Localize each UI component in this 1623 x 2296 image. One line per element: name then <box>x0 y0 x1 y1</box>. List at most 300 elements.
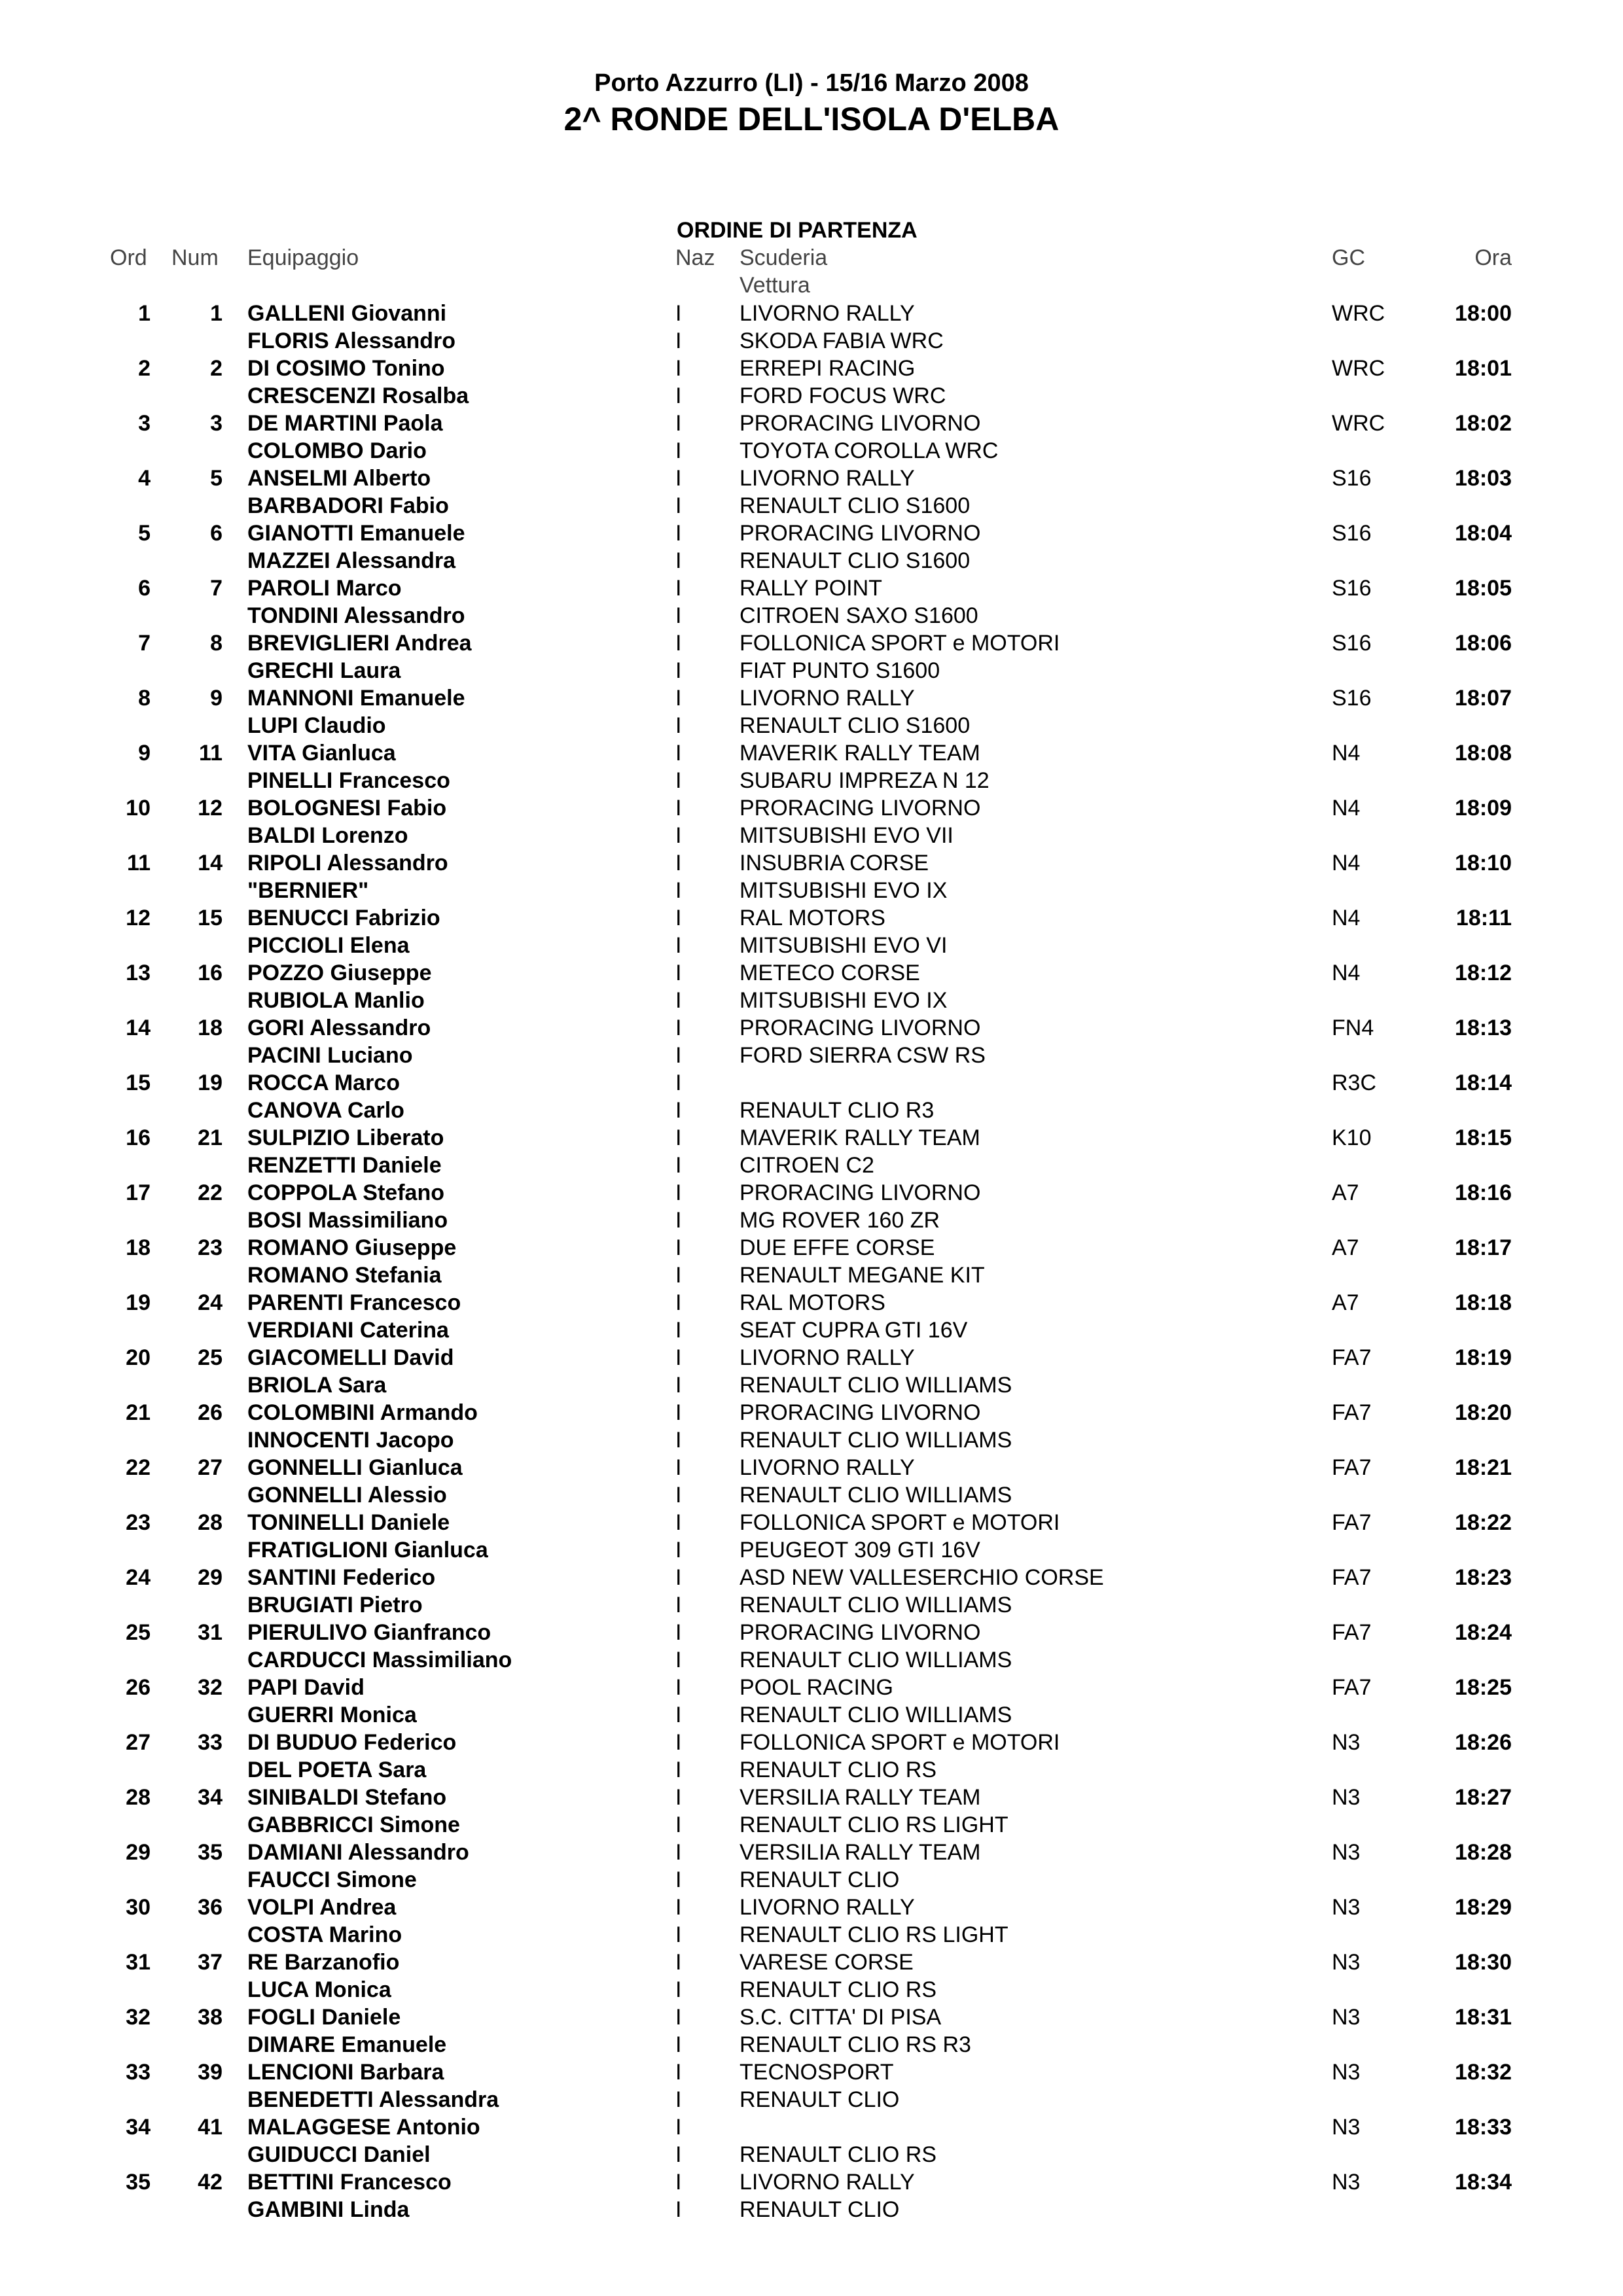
entry-num: 42 <box>198 2170 223 2195</box>
entry-nationality-codriver: I <box>675 603 682 628</box>
entry-team: DUE EFFE CORSE <box>740 1235 935 1260</box>
entry-ord: 7 <box>138 631 151 656</box>
entry-class: N4 <box>1332 796 1361 821</box>
entry-num: 27 <box>198 1455 223 1480</box>
entry-driver: VITA Gianluca <box>247 741 396 766</box>
entry-nationality-driver: I <box>675 356 682 381</box>
entry-start-time: 18:10 <box>1455 851 1512 875</box>
entry-car: RENAULT CLIO <box>740 1867 900 1892</box>
entry-start-time: 18:19 <box>1455 1345 1512 1370</box>
entry-team: TECNOSPORT <box>740 2060 894 2085</box>
entry-driver: TONINELLI Daniele <box>247 1510 450 1535</box>
entry-start-time: 18:21 <box>1455 1455 1512 1480</box>
entry-nationality-driver: I <box>675 906 682 930</box>
table-row <box>0 1509 1623 1564</box>
table-row <box>0 1234 1623 1289</box>
entry-num: 6 <box>210 521 223 546</box>
entry-nationality-codriver: I <box>675 878 682 903</box>
entry-start-time: 18:18 <box>1455 1290 1512 1315</box>
entry-start-time: 18:13 <box>1455 1016 1512 1040</box>
entry-nationality-codriver: I <box>675 438 682 463</box>
table-row <box>0 959 1623 1014</box>
entry-num: 8 <box>210 631 223 656</box>
entry-num: 34 <box>198 1785 223 1810</box>
entry-car: CITROEN SAXO S1600 <box>740 603 978 628</box>
entry-nationality-driver: I <box>675 1785 682 1810</box>
entry-team: ASD NEW VALLESERCHIO CORSE <box>740 1565 1104 1590</box>
entry-team: LIVORNO RALLY <box>740 686 915 711</box>
entry-driver: MALAGGESE Antonio <box>247 2115 480 2140</box>
table-row <box>0 1124 1623 1179</box>
entry-nationality-driver: I <box>675 686 682 711</box>
entry-car: RENAULT CLIO WILLIAMS <box>740 1593 1012 1617</box>
entry-car: RENAULT CLIO R3 <box>740 1098 935 1123</box>
entry-num: 25 <box>198 1345 223 1370</box>
entry-start-time: 18:14 <box>1455 1070 1512 1095</box>
event-subtitle: Porto Azzurro (LI) - 15/16 Marzo 2008 <box>594 69 1029 97</box>
entry-num: 21 <box>198 1125 223 1150</box>
entry-team: S.C. CITTA' DI PISA <box>740 2005 942 2030</box>
entry-team: PRORACING LIVORNO <box>740 1016 981 1040</box>
entry-ord: 25 <box>126 1620 151 1645</box>
entry-car: RENAULT CLIO WILLIAMS <box>740 1428 1012 1453</box>
entry-team: PRORACING LIVORNO <box>740 1400 981 1425</box>
entry-start-time: 18:16 <box>1455 1180 1512 1205</box>
entry-ord: 9 <box>138 741 151 766</box>
table-row <box>0 2058 1623 2113</box>
entry-driver: SANTINI Federico <box>247 1565 436 1590</box>
table-row <box>0 2113 1623 2168</box>
entry-class: FA7 <box>1332 1675 1372 1700</box>
entry-num: 22 <box>198 1180 223 1205</box>
entry-codriver: GONNELLI Alessio <box>247 1483 447 1508</box>
entry-start-time: 18:17 <box>1455 1235 1512 1260</box>
entry-class: FA7 <box>1332 1455 1372 1480</box>
entry-car: CITROEN C2 <box>740 1153 874 1178</box>
entry-team: ERREPI RACING <box>740 356 916 381</box>
entry-nationality-codriver: I <box>675 1043 682 1068</box>
entry-car: RENAULT CLIO RS LIGHT <box>740 1812 1008 1837</box>
entry-class: R3C <box>1332 1070 1377 1095</box>
table-row <box>0 2168 1623 2223</box>
entry-team: FOLLONICA SPORT e MOTORI <box>740 1730 1060 1755</box>
entry-nationality-codriver: I <box>675 328 682 353</box>
entry-nationality-codriver: I <box>675 1428 682 1453</box>
table-row <box>0 849 1623 904</box>
entry-codriver: FAUCCI Simone <box>247 1867 417 1892</box>
entry-driver: PAROLI Marco <box>247 576 402 601</box>
table-row <box>0 1399 1623 1454</box>
entry-ord: 23 <box>126 1510 151 1535</box>
entry-class: S16 <box>1332 631 1372 656</box>
entry-start-time: 18:25 <box>1455 1675 1512 1700</box>
entry-driver: PAPI David <box>247 1675 365 1700</box>
entry-nationality-driver: I <box>675 1565 682 1590</box>
entry-nationality-codriver: I <box>675 1922 682 1947</box>
column-header-gc: GC <box>1332 245 1365 270</box>
entry-class: A7 <box>1332 1235 1359 1260</box>
entry-nationality-driver: I <box>675 2115 682 2140</box>
entry-class: N3 <box>1332 2170 1361 2195</box>
entry-start-time: 18:22 <box>1455 1510 1512 1535</box>
entry-team: MAVERIK RALLY TEAM <box>740 741 980 766</box>
entry-num: 38 <box>198 2005 223 2030</box>
entry-class: K10 <box>1332 1125 1372 1150</box>
entry-class: N4 <box>1332 851 1361 875</box>
entry-codriver: DIMARE Emanuele <box>247 2032 447 2057</box>
table-row <box>0 574 1623 629</box>
entry-ord: 15 <box>126 1070 151 1095</box>
entry-codriver: GAMBINI Linda <box>247 2197 410 2222</box>
entry-ord: 33 <box>126 2060 151 2085</box>
entry-class: S16 <box>1332 466 1372 491</box>
entry-ord: 18 <box>126 1235 151 1260</box>
entry-codriver: VERDIANI Caterina <box>247 1318 449 1343</box>
entry-nationality-codriver: I <box>675 493 682 518</box>
entry-codriver: BRUGIATI Pietro <box>247 1593 423 1617</box>
entry-start-time: 18:20 <box>1455 1400 1512 1425</box>
entry-num: 33 <box>198 1730 223 1755</box>
entry-nationality-driver: I <box>675 576 682 601</box>
entry-class: N3 <box>1332 2115 1361 2140</box>
entry-class: N3 <box>1332 1840 1361 1865</box>
entry-codriver: RENZETTI Daniele <box>247 1153 442 1178</box>
entry-num: 7 <box>210 576 223 601</box>
entry-start-time: 18:23 <box>1455 1565 1512 1590</box>
entry-driver: RIPOLI Alessandro <box>247 851 448 875</box>
entry-start-time: 18:28 <box>1455 1840 1512 1865</box>
entry-nationality-codriver: I <box>675 2087 682 2112</box>
entry-start-time: 18:26 <box>1455 1730 1512 1755</box>
entry-nationality-driver: I <box>675 1895 682 1920</box>
entry-team: LIVORNO RALLY <box>740 1345 915 1370</box>
table-row <box>0 1344 1623 1399</box>
entry-team: INSUBRIA CORSE <box>740 851 929 875</box>
entry-car: RENAULT CLIO RS <box>740 1757 937 1782</box>
entry-start-time: 18:29 <box>1455 1895 1512 1920</box>
entry-car: RENAULT CLIO S1600 <box>740 713 971 738</box>
entry-nationality-driver: I <box>675 301 682 326</box>
entry-car: RENAULT CLIO RS <box>740 2142 937 2167</box>
entry-codriver: PINELLI Francesco <box>247 768 450 793</box>
entry-nationality-driver: I <box>675 961 682 985</box>
entry-team: RAL MOTORS <box>740 1290 885 1315</box>
entry-nationality-driver: I <box>675 466 682 491</box>
entry-car: MITSUBISHI EVO VI <box>740 933 948 958</box>
entry-nationality-driver: I <box>675 1620 682 1645</box>
entry-nationality-driver: I <box>675 411 682 436</box>
entry-ord: 5 <box>138 521 151 546</box>
entry-codriver: TONDINI Alessandro <box>247 603 465 628</box>
entry-start-time: 18:11 <box>1455 906 1512 930</box>
entry-car: PEUGEOT 309 GTI 16V <box>740 1538 980 1563</box>
entry-codriver: BARBADORI Fabio <box>247 493 449 518</box>
entry-car: MITSUBISHI EVO IX <box>740 878 948 903</box>
entry-start-time: 18:27 <box>1455 1785 1512 1810</box>
entry-num: 31 <box>198 1620 223 1645</box>
entry-nationality-codriver: I <box>675 1977 682 2002</box>
entry-team: MAVERIK RALLY TEAM <box>740 1125 980 1150</box>
entry-nationality-driver: I <box>675 521 682 546</box>
entry-car: SUBARU IMPREZA N 12 <box>740 768 990 793</box>
entry-num: 3 <box>210 411 223 436</box>
entry-car: RENAULT CLIO WILLIAMS <box>740 1703 1012 1727</box>
entry-num: 28 <box>198 1510 223 1535</box>
entry-start-time: 18:31 <box>1455 2005 1512 2030</box>
entry-codriver: FRATIGLIONI Gianluca <box>247 1538 488 1563</box>
table-row <box>0 1729 1623 1784</box>
entry-codriver: LUCA Monica <box>247 1977 391 2002</box>
table-row <box>0 794 1623 849</box>
entry-class: WRC <box>1332 356 1385 381</box>
entry-ord: 24 <box>126 1565 151 1590</box>
entry-class: FN4 <box>1332 1016 1374 1040</box>
entry-ord: 34 <box>126 2115 151 2140</box>
entry-start-time: 18:34 <box>1455 2170 1512 2195</box>
entry-start-time: 18:12 <box>1455 961 1512 985</box>
entry-nationality-driver: I <box>675 1455 682 1480</box>
entry-driver: RE Barzanofio <box>247 1950 400 1975</box>
entry-nationality-codriver: I <box>675 1757 682 1782</box>
entry-num: 15 <box>198 906 223 930</box>
entry-ord: 2 <box>138 356 151 381</box>
entry-car: RENAULT CLIO RS R3 <box>740 2032 971 2057</box>
entry-nationality-driver: I <box>675 1070 682 1095</box>
entry-class: FA7 <box>1332 1345 1372 1370</box>
table-row <box>0 410 1623 465</box>
entry-driver: BENUCCI Fabrizio <box>247 906 440 930</box>
entry-codriver: PACINI Luciano <box>247 1043 413 1068</box>
entry-nationality-codriver: I <box>675 1867 682 1892</box>
entry-nationality-codriver: I <box>675 988 682 1013</box>
entry-nationality-codriver: I <box>675 768 682 793</box>
entry-nationality-codriver: I <box>675 1263 682 1288</box>
entry-team: PRORACING LIVORNO <box>740 411 981 436</box>
entry-nationality-driver: I <box>675 2005 682 2030</box>
entry-driver: MANNONI Emanuele <box>247 686 465 711</box>
table-row <box>0 629 1623 684</box>
entry-ord: 6 <box>138 576 151 601</box>
entry-nationality-codriver: I <box>675 1373 682 1398</box>
entry-start-time: 18:04 <box>1455 521 1512 546</box>
entry-car: MG ROVER 160 ZR <box>740 1208 940 1233</box>
entry-codriver: "BERNIER" <box>247 878 369 903</box>
entry-class: S16 <box>1332 576 1372 601</box>
entry-nationality-codriver: I <box>675 2197 682 2222</box>
entry-car: RENAULT CLIO WILLIAMS <box>740 1483 1012 1508</box>
entry-nationality-driver: I <box>675 1400 682 1425</box>
table-row <box>0 300 1623 355</box>
entry-car: MITSUBISHI EVO VII <box>740 823 954 848</box>
entry-num: 14 <box>198 851 223 875</box>
entry-nationality-driver: I <box>675 1950 682 1975</box>
entry-start-time: 18:09 <box>1455 796 1512 821</box>
table-row <box>0 1894 1623 1949</box>
entry-driver: COLOMBINI Armando <box>247 1400 478 1425</box>
entry-driver: GIANOTTI Emanuele <box>247 521 465 546</box>
entry-team: PRORACING LIVORNO <box>740 521 981 546</box>
entry-start-time: 18:02 <box>1455 411 1512 436</box>
entry-class: N3 <box>1332 2005 1361 2030</box>
entry-car: RENAULT CLIO RS <box>740 1977 937 2002</box>
entry-car: RENAULT CLIO RS LIGHT <box>740 1922 1008 1947</box>
entry-class: N3 <box>1332 2060 1361 2085</box>
entry-nationality-driver: I <box>675 2060 682 2085</box>
table-row <box>0 1564 1623 1619</box>
entry-driver: ROMANO Giuseppe <box>247 1235 457 1260</box>
table-row <box>0 1839 1623 1894</box>
entry-num: 37 <box>198 1950 223 1975</box>
table-row <box>0 355 1623 410</box>
entry-driver: POZZO Giuseppe <box>247 961 432 985</box>
entry-driver: FOGLI Daniele <box>247 2005 401 2030</box>
table-row <box>0 1619 1623 1674</box>
entry-ord: 1 <box>138 301 151 326</box>
entry-driver: BETTINI Francesco <box>247 2170 452 2195</box>
event-title: 2^ RONDE DELL'ISOLA D'ELBA <box>563 101 1060 137</box>
entry-ord: 19 <box>126 1290 151 1315</box>
entry-car: RENAULT CLIO WILLIAMS <box>740 1648 1012 1672</box>
column-header-car: Vettura <box>740 273 810 298</box>
entry-driver: COPPOLA Stefano <box>247 1180 444 1205</box>
entry-ord: 3 <box>138 411 151 436</box>
entry-team: METECO CORSE <box>740 961 920 985</box>
table-row <box>0 739 1623 794</box>
entry-nationality-codriver: I <box>675 1483 682 1508</box>
entry-team: LIVORNO RALLY <box>740 1895 915 1920</box>
entry-num: 29 <box>198 1565 223 1590</box>
table-row <box>0 1784 1623 1839</box>
entry-codriver: INNOCENTI Jacopo <box>247 1428 454 1453</box>
entry-driver: BREVIGLIERI Andrea <box>247 631 472 656</box>
entry-codriver: ROMANO Stefania <box>247 1263 442 1288</box>
entry-start-time: 18:24 <box>1455 1620 1512 1645</box>
table-row <box>0 1674 1623 1729</box>
entry-nationality-driver: I <box>675 2170 682 2195</box>
entry-nationality-driver: I <box>675 1125 682 1150</box>
entry-codriver: GABBRICCI Simone <box>247 1812 460 1837</box>
entry-num: 26 <box>198 1400 223 1425</box>
entry-driver: DAMIANI Alessandro <box>247 1840 469 1865</box>
entry-start-time: 18:08 <box>1455 741 1512 766</box>
entry-car: FORD FOCUS WRC <box>740 383 946 408</box>
entry-ord: 16 <box>126 1125 151 1150</box>
entry-team: POOL RACING <box>740 1675 893 1700</box>
entry-team: PRORACING LIVORNO <box>740 1620 981 1645</box>
entry-driver: GALLENI Giovanni <box>247 301 447 326</box>
column-header-naz: Naz <box>675 245 715 270</box>
entry-num: 19 <box>198 1070 223 1095</box>
entry-codriver: CANOVA Carlo <box>247 1098 404 1123</box>
entry-driver: SULPIZIO Liberato <box>247 1125 444 1150</box>
entry-nationality-codriver: I <box>675 1153 682 1178</box>
entry-nationality-codriver: I <box>675 1593 682 1617</box>
entry-driver: SINIBALDI Stefano <box>247 1785 447 1810</box>
entry-codriver: GUIDUCCI Daniel <box>247 2142 431 2167</box>
entry-codriver: BALDI Lorenzo <box>247 823 408 848</box>
entry-codriver: CARDUCCI Massimiliano <box>247 1648 512 1672</box>
entry-team: VARESE CORSE <box>740 1950 914 1975</box>
entry-nationality-codriver: I <box>675 2142 682 2167</box>
entry-nationality-driver: I <box>675 1290 682 1315</box>
entry-car: FIAT PUNTO S1600 <box>740 658 940 683</box>
column-header-team: Scuderia <box>740 245 828 270</box>
entry-car: FORD SIERRA CSW RS <box>740 1043 986 1068</box>
entry-nationality-codriver: I <box>675 713 682 738</box>
entry-ord: 21 <box>126 1400 151 1425</box>
entry-class: N3 <box>1332 1785 1361 1810</box>
entry-driver: GORI Alessandro <box>247 1016 431 1040</box>
table-row <box>0 2004 1623 2058</box>
entry-class: N3 <box>1332 1950 1361 1975</box>
entry-codriver: BOSI Massimiliano <box>247 1208 448 1233</box>
table-row <box>0 1454 1623 1509</box>
table-row <box>0 684 1623 739</box>
entry-ord: 22 <box>126 1455 151 1480</box>
entry-num: 18 <box>198 1016 223 1040</box>
entry-nationality-codriver: I <box>675 658 682 683</box>
entry-nationality-driver: I <box>675 1840 682 1865</box>
entry-driver: ANSELMI Alberto <box>247 466 431 491</box>
entry-ord: 28 <box>126 1785 151 1810</box>
entry-driver: LENCIONI Barbara <box>247 2060 444 2085</box>
entry-team: FOLLONICA SPORT e MOTORI <box>740 631 1060 656</box>
entry-car: RENAULT CLIO WILLIAMS <box>740 1373 1012 1398</box>
entry-codriver: PICCIOLI Elena <box>247 933 410 958</box>
entry-num: 2 <box>210 356 223 381</box>
entry-codriver: FLORIS Alessandro <box>247 328 456 353</box>
entry-codriver: GRECHI Laura <box>247 658 401 683</box>
entry-driver: BOLOGNESI Fabio <box>247 796 447 821</box>
entry-nationality-codriver: I <box>675 548 682 573</box>
entry-num: 5 <box>210 466 223 491</box>
entry-driver: PIERULIVO Gianfranco <box>247 1620 491 1645</box>
entry-team: LIVORNO RALLY <box>740 466 915 491</box>
entry-class: N4 <box>1332 906 1361 930</box>
entry-driver: GONNELLI Gianluca <box>247 1455 463 1480</box>
entry-nationality-driver: I <box>675 1675 682 1700</box>
entry-codriver: MAZZEI Alessandra <box>247 548 456 573</box>
entry-ord: 14 <box>126 1016 151 1040</box>
entry-nationality-driver: I <box>675 1016 682 1040</box>
column-header-crew: Equipaggio <box>247 245 359 270</box>
entry-num: 36 <box>198 1895 223 1920</box>
entry-team: PRORACING LIVORNO <box>740 1180 981 1205</box>
entry-num: 35 <box>198 1840 223 1865</box>
entry-team: RALLY POINT <box>740 576 882 601</box>
table-row <box>0 1179 1623 1234</box>
entry-num: 39 <box>198 2060 223 2085</box>
entry-ord: 4 <box>138 466 151 491</box>
entry-team: FOLLONICA SPORT e MOTORI <box>740 1510 1060 1535</box>
entry-ord: 11 <box>127 851 151 875</box>
entry-codriver: RUBIOLA Manlio <box>247 988 425 1013</box>
entry-ord: 30 <box>126 1895 151 1920</box>
entry-nationality-driver: I <box>675 741 682 766</box>
section-title: ORDINE DI PARTENZA <box>677 218 918 243</box>
entry-team: LIVORNO RALLY <box>740 2170 915 2195</box>
entry-codriver: COLOMBO Dario <box>247 438 427 463</box>
entry-num: 41 <box>198 2115 223 2140</box>
entry-driver: ROCCA Marco <box>247 1070 400 1095</box>
entry-start-time: 18:00 <box>1455 301 1512 326</box>
entry-car: SKODA FABIA WRC <box>740 328 944 353</box>
entry-start-time: 18:32 <box>1455 2060 1512 2085</box>
entry-nationality-codriver: I <box>675 1318 682 1343</box>
entry-team: LIVORNO RALLY <box>740 301 915 326</box>
entry-num: 32 <box>198 1675 223 1700</box>
entry-class: N4 <box>1332 741 1361 766</box>
